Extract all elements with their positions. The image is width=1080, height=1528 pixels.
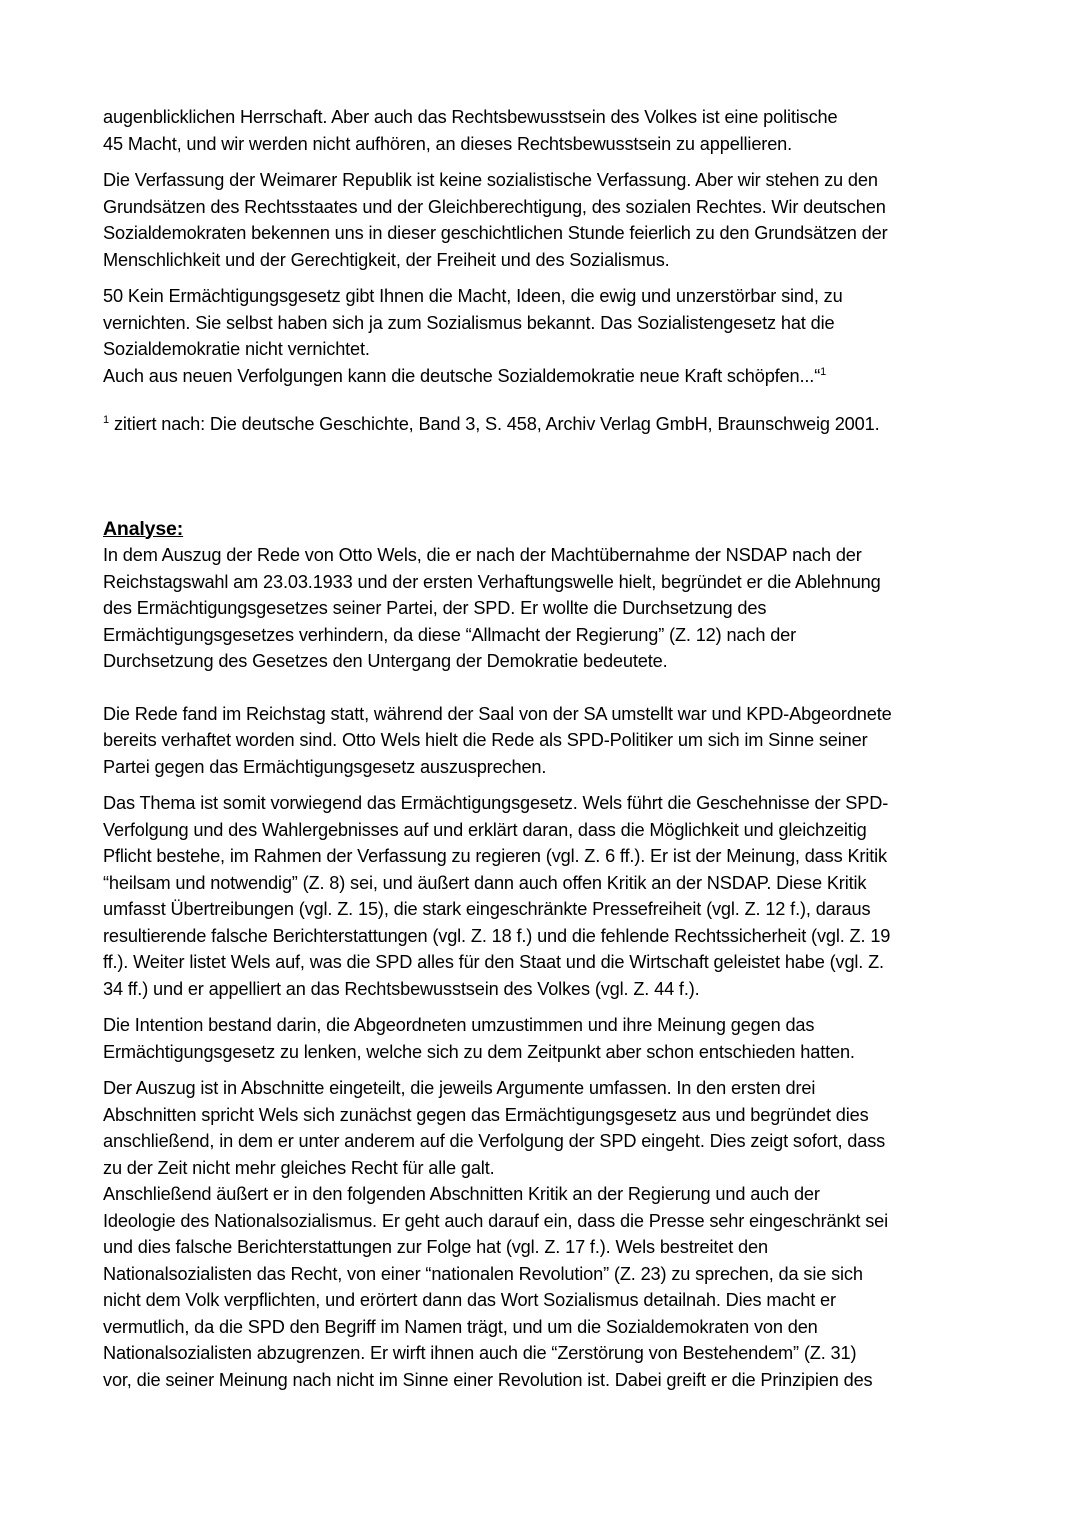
text-line: Ermächtigungsgesetz zu lenken, welche sich zu dem Zeitpunkt aber schon entschieden hatten.	[103, 1041, 855, 1062]
text-line: Verfolgung und des Wahlergebnisses auf und erklärt daran, dass die Möglichkeit und gleichzeitig	[103, 819, 867, 840]
text-line: Die Verfassung der Weimarer Republik ist keine sozialistische Verfassung. Aber wir stehen zu den	[103, 170, 878, 190]
text-line: Partei gegen das Ermächtigungsgesetz auszusprechen.	[103, 756, 547, 777]
text-line: Die Intention bestand darin, die Abgeordneten umzustimmen und ihre Meinung gegen das	[103, 1015, 815, 1035]
footnote-line	[103, 411, 983, 438]
text-line: Menschlichkeit und der Gerechtigkeit, der Freiheit und des Sozialismus.	[103, 249, 670, 270]
text-line: 50 Kein Ermächtigungsgesetz gibt Ihnen die Macht, Ideen, die ewig und unzerstörbar sind, zu	[103, 286, 843, 306]
quote-paragraph-1	[103, 104, 983, 157]
text-line: Abschnitten spricht Wels sich zunächst gegen das Ermächtigungsgesetz aus und begründet dies	[103, 1104, 869, 1125]
text-line: ff.). Weiter listet Wels auf, was die SPD alles für den Staat und die Wirtschaft geleistet habe (vgl. Z.	[103, 952, 884, 972]
quote-paragraph-2	[103, 167, 983, 273]
text-line: Ideologie des Nationalsozialismus. Er geht auch darauf ein, dass die Presse sehr eingeschränkt sei	[103, 1210, 888, 1231]
text-line: umfasst Übertreibungen (vgl. Z. 15), die stark eingeschränkte Pressefreiheit (vgl. Z. 12 f.), daraus	[103, 899, 871, 919]
text-line: Ermächtigungsgesetzes verhindern, da diese “Allmacht der Regierung” (Z. 12) nach der	[103, 624, 797, 645]
text-line: resultierende falsche Berichterstattungen (vgl. Z. 18 f.) und die fehlende Rechtssicherheit (vgl. Z. 19	[103, 925, 891, 946]
text-line: Die Rede fand im Reichstag statt, während der Saal von der SA umstellt war und KPD-Abgeordnete	[103, 703, 892, 724]
text-line: vermutlich, da die SPD den Begriff im Namen trägt, und um die Sozialdemokraten von den	[103, 1316, 818, 1337]
text-line: “heilsam und notwendig” (Z. 8) sei, und äußert dann auch offen Kritik an der NSDAP. Diese Kritik	[103, 872, 867, 893]
text-line: anschließend, in dem er unter anderem auf die Verfolgung der SPD eingeht. Dies zeigt sofort, dass	[103, 1131, 886, 1151]
analysis-paragraph-2	[103, 701, 983, 781]
text-line: vor, die seiner Meinung nach nicht im Sinne einer Revolution ist. Dabei greift er die Prinzipien des	[103, 1369, 873, 1390]
text-line: des Ermächtigungsgesetzes seiner Partei, der SPD. Er wollte die Durchsetzung des	[103, 598, 767, 618]
text-line: nicht dem Volk verpflichten, und erörtert dann das Wort Sozialismus detailnah. Dies macht er	[103, 1290, 836, 1310]
footnote-mark: 1	[103, 413, 109, 426]
text-line: zu der Zeit nicht mehr gleiches Recht für alle galt.	[103, 1157, 495, 1178]
text-line: 45 Macht, und wir werden nicht aufhören, an dieses Rechtsbewusstsein zu appellieren.	[103, 133, 793, 154]
text-line	[103, 363, 983, 390]
footnote-text: zitiert nach: Die deutsche Geschichte, Band 3, S. 458, Archiv Verlag GmbH, Braunschweig 2001.	[113, 414, 880, 434]
footnote	[103, 411, 983, 438]
text-line: Anschließend äußert er in den folgenden Abschnitten Kritik an der Regierung und auch der	[103, 1184, 820, 1204]
text-line: In dem Auszug der Rede von Otto Wels, die er nach der Machtübernahme der NSDAP nach der	[103, 545, 862, 565]
analysis-paragraph-3	[103, 790, 983, 1002]
text-line: und dies falsche Berichterstattungen zur Folge hat (vgl. Z. 17 f.). Wels bestreitet den	[103, 1237, 768, 1257]
analysis-paragraph-4	[103, 1012, 983, 1065]
text-line: Nationalsozialisten das Recht, von einer “nationalen Revolution” (Z. 23) zu sprechen, da sie sich	[103, 1263, 863, 1284]
text-line: Nationalsozialisten abzugrenzen. Er wirft ihnen auch die “Zerstörung von Bestehendem” (Z. 31)	[103, 1343, 857, 1363]
text-line: Sozialdemokraten bekennen uns in dieser geschichtlichen Stunde feierlich zu den Grundsätzen der	[103, 223, 888, 243]
text-line: bereits verhaftet worden sind. Otto Wels hielt die Rede als SPD-Politiker um sich im Sinne seiner	[103, 730, 868, 750]
text-line: Der Auszug ist in Abschnitte eingeteilt, die jeweils Argumente umfassen. In den ersten drei	[103, 1078, 816, 1098]
analysis-section	[103, 516, 983, 1394]
text-line: Grundsätzen des Rechtsstaates und der Gleichberechtigung, des sozialen Rechtes. Wir deutschen	[103, 196, 886, 217]
analysis-paragraph-1	[103, 542, 983, 675]
quote-paragraph-3	[103, 283, 983, 389]
text-line: 34 ff.) und er appelliert an das Rechtsbewusstsein des Volkes (vgl. Z. 44 f.).	[103, 978, 700, 999]
text-line: augenblicklichen Herrschaft. Aber auch das Rechtsbewusstsein des Volkes ist eine politische	[103, 107, 838, 127]
text-line: Reichstagswahl am 23.03.1933 und der ersten Verhaftungswelle hielt, begründet er die Ablehnung	[103, 571, 881, 592]
analysis-heading: Analyse:	[103, 517, 184, 540]
text-line: vernichten. Sie selbst haben sich ja zum Sozialismus bekannt. Das Sozialistengesetz hat die	[103, 312, 835, 333]
text-line: Das Thema ist somit vorwiegend das Ermächtigungsgesetz. Wels führt die Geschehnisse der SPD-	[103, 793, 889, 813]
quote-last-line: Auch aus neuen Verfolgungen kann die deutsche Sozialdemokratie neue Kraft schöpfen...“	[103, 365, 821, 386]
text-line: Sozialdemokratie nicht vernichtet.	[103, 339, 370, 359]
document-page	[103, 104, 983, 1393]
text-line: Pflicht bestehe, im Rahmen der Verfassung zu regieren (vgl. Z. 6 ff.). Er ist der Meinung, dass Kritik	[103, 846, 887, 866]
footnote-reference[interactable]: 1	[820, 365, 827, 378]
text-line: Durchsetzung des Gesetzes den Untergang der Demokratie bedeutete.	[103, 651, 668, 671]
analysis-paragraph-5	[103, 1075, 983, 1393]
